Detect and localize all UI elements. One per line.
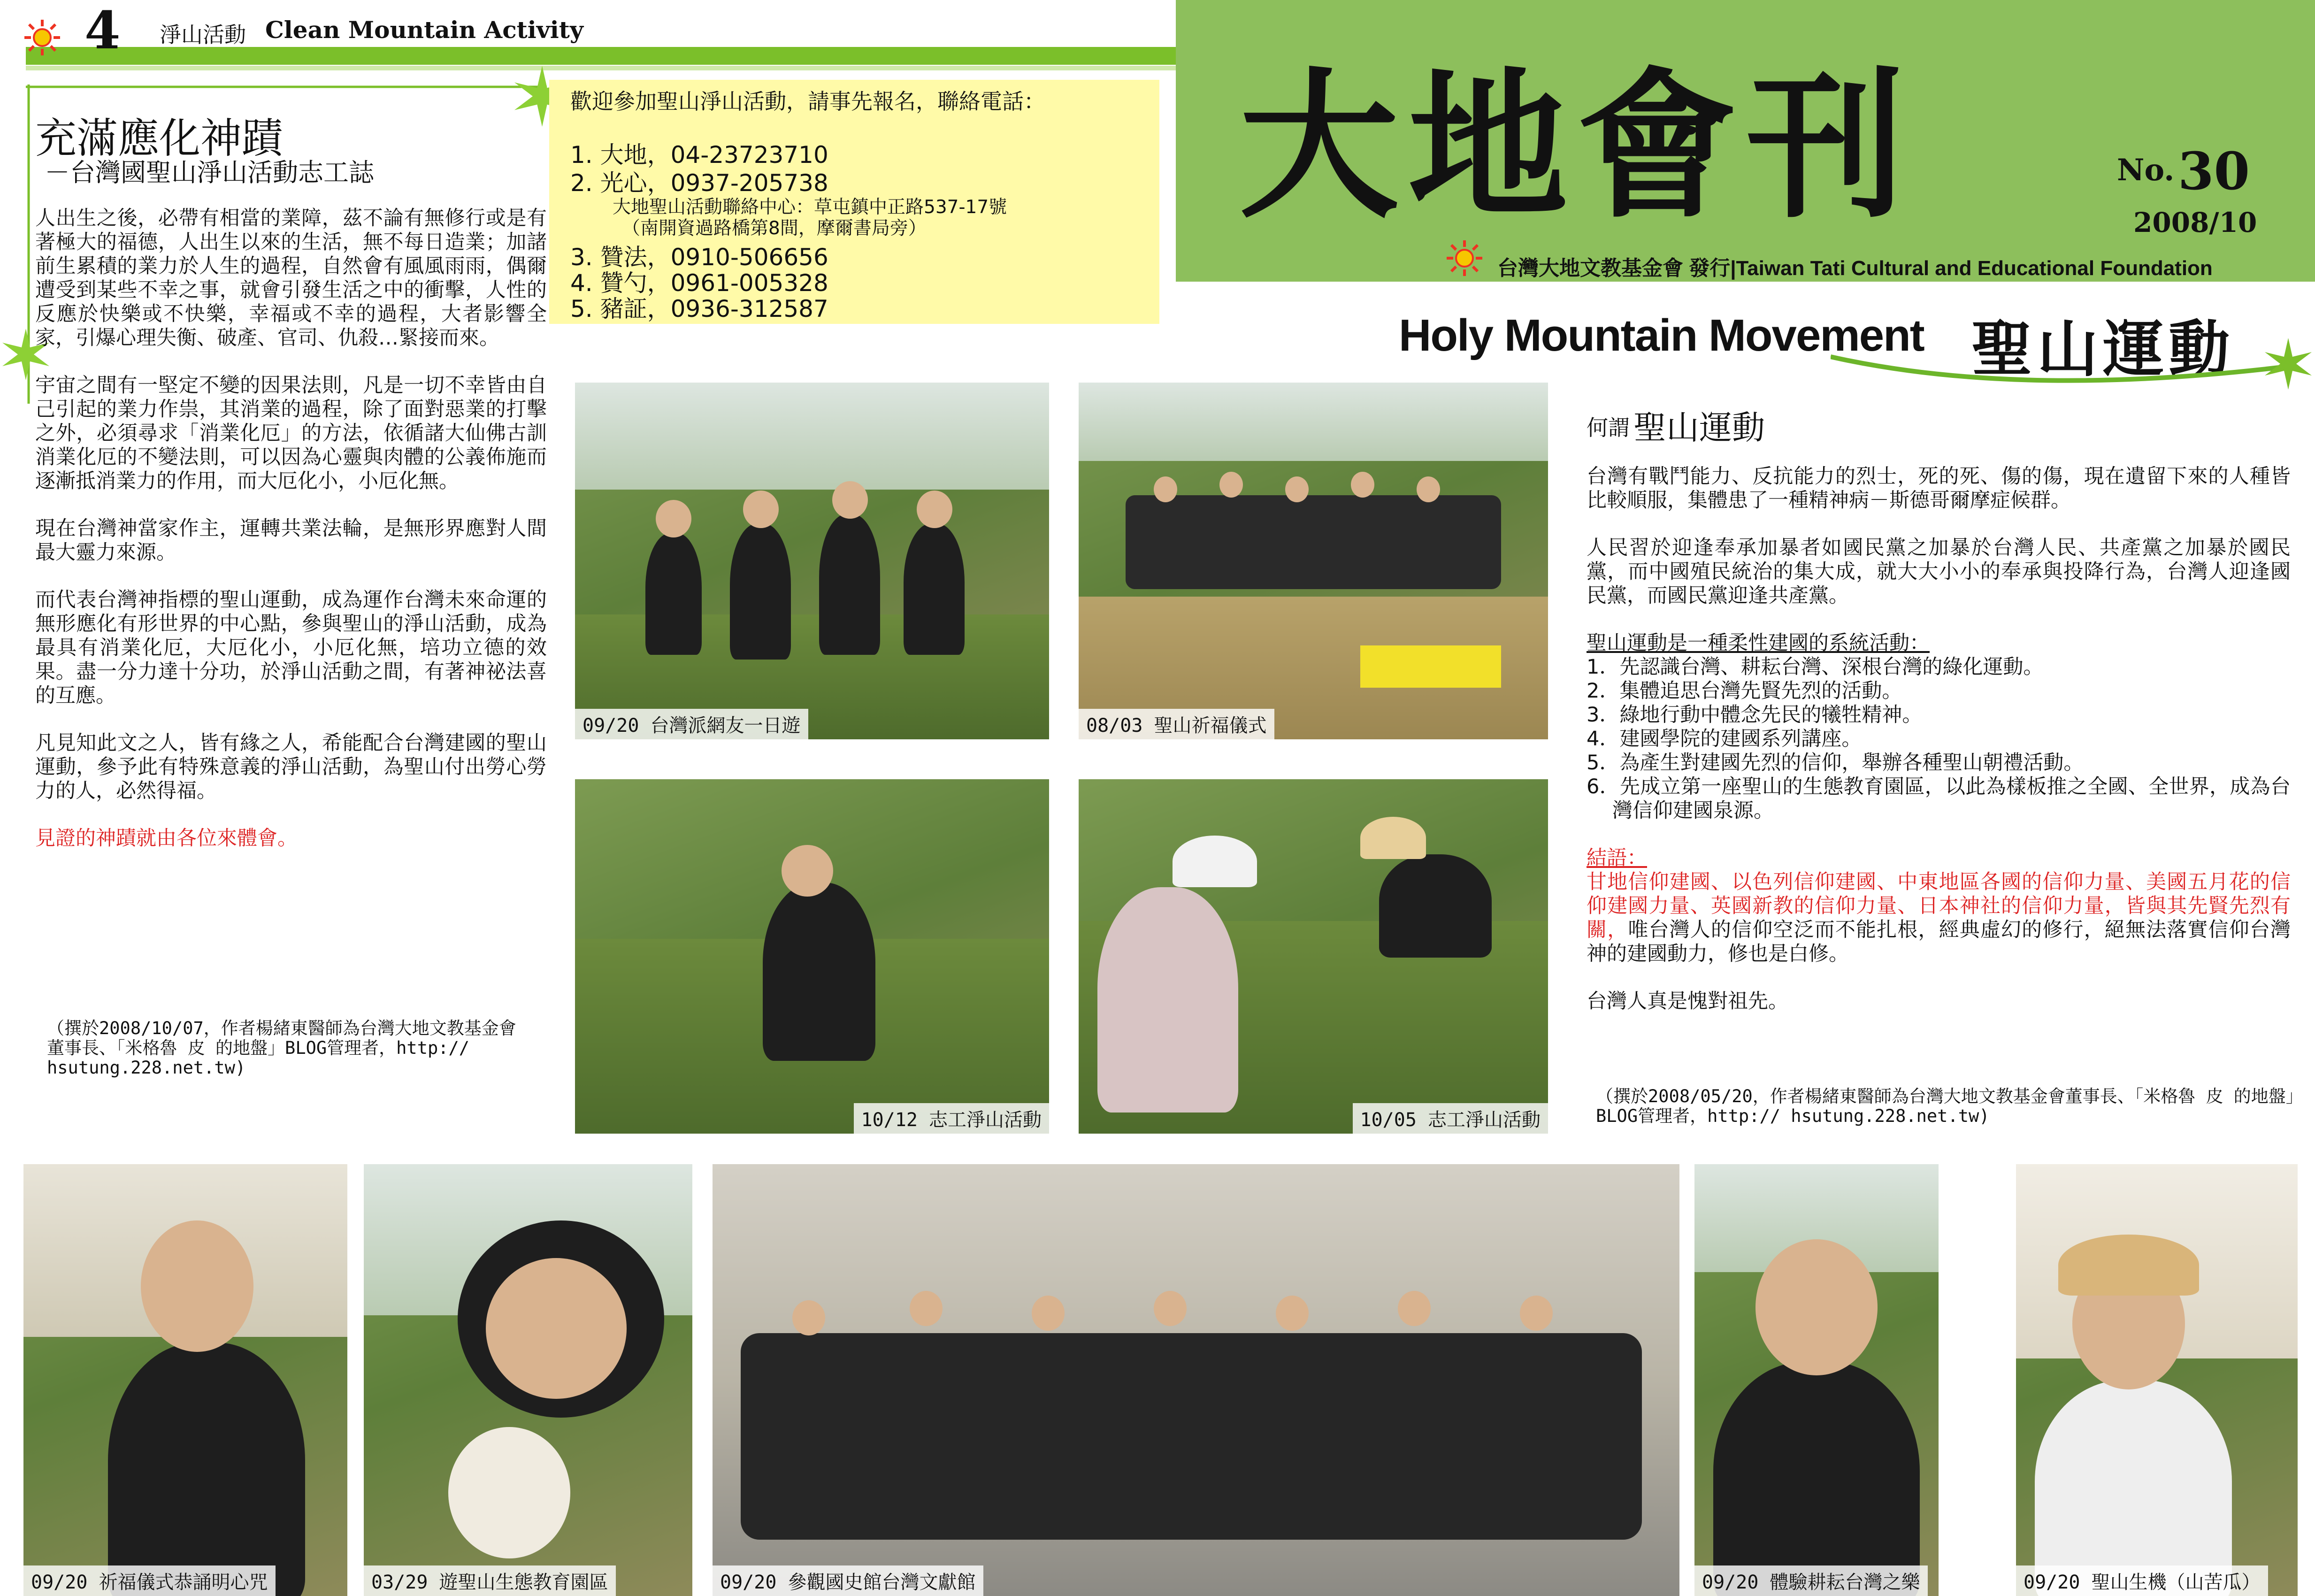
masthead-title: 大地會刊 bbox=[1239, 53, 1915, 240]
conclusion-heading: 結語： bbox=[1587, 846, 1647, 870]
article-frame-top bbox=[26, 82, 556, 101]
photo-caption: 09/20 體驗耕耘台灣之樂 bbox=[1694, 1565, 1928, 1596]
photo-blessing-ceremony bbox=[1079, 383, 1548, 739]
article-highlight: 見證的神蹟就由各位來體會。 bbox=[35, 827, 298, 850]
photo-volunteer-cleanup-1012 bbox=[575, 779, 1049, 1134]
photo-caption: 09/20 台灣派網友一日遊 bbox=[575, 709, 808, 739]
conclusion-black-text: 唯台灣人的信仰空泛而不能扎根，經典虛幻的修行，絕無法落實信仰台灣神的建國動力，修也是白修。 bbox=[1587, 918, 2291, 966]
article-paragraph: 而代表台灣神指標的聖山運動，成為運作台灣未來命運的無形應化有形世界的中心點，參與聖山的淨山活動，成為最具有消業化厄，大厄化小，小厄化無，培功立德的效果。盡一分力達十分功，於淨山活動之間，有著神祕法喜的互應。 bbox=[35, 588, 547, 707]
right-article-body bbox=[1587, 465, 2291, 1037]
list-item: 5．為產生對建國先烈的信仰，舉辦各種聖山朝禮活動。 bbox=[1587, 751, 2084, 775]
issue-number: 30 bbox=[2178, 141, 2250, 201]
photo-caption: 08/03 聖山祈福儀式 bbox=[1079, 709, 1274, 739]
page-number: 4 bbox=[84, 0, 121, 61]
section-title-zh: 淨山活動 bbox=[160, 22, 246, 47]
article-subtitle: －台灣國聖山淨山活動志工誌 bbox=[45, 158, 374, 187]
contact-heading: 歡迎參加聖山淨山活動，請事先報名，聯絡電話： bbox=[570, 89, 1045, 114]
photo-volunteer-cleanup-1005 bbox=[1079, 779, 1548, 1134]
starburst-icon bbox=[2262, 338, 2314, 390]
photo-caption: 10/05 志工淨山活動 bbox=[1353, 1103, 1548, 1134]
photo-caption: 09/20 祈福儀式恭誦明心咒 bbox=[23, 1565, 276, 1596]
right-article-list bbox=[1587, 655, 2291, 823]
issue-label: No. bbox=[2117, 153, 2175, 188]
contact-line: 3. 贊法，0910-506656 bbox=[570, 244, 828, 271]
list-item: 1．先認識台灣、耕耘台灣、深根台灣的綠化運動。 bbox=[1587, 655, 2044, 679]
photo-farming-experience bbox=[1694, 1164, 1939, 1596]
article-body bbox=[35, 207, 547, 874]
section-title-en: Clean Mountain Activity bbox=[265, 16, 583, 44]
closing-line: 台灣人真是愧對祖先。 bbox=[1587, 990, 1788, 1013]
article-title: 充滿應化神蹟 bbox=[35, 114, 284, 162]
article-author-note: （撰於2008/10/07，作者楊緒東醫師為台灣大地文教基金會董事長、「米格魯 皮 的地盤」BLOG管理者，http:// hsutung.228.net.tw) bbox=[47, 1018, 516, 1078]
header-bar bbox=[26, 47, 1176, 65]
list-item: 6．先成立第一座聖山的生態教育園區，以此為樣板推之全國、全世界，成為台灣信仰建國泉源。 bbox=[1587, 775, 2291, 822]
sun-icon bbox=[1446, 239, 1483, 277]
header-bar-line bbox=[26, 66, 1176, 70]
list-item: 3．綠地行動中體念先民的犧牲精神。 bbox=[1587, 703, 1923, 727]
list-item: 2．集體追思台灣先賢先烈的活動。 bbox=[1587, 679, 1902, 703]
article-paragraph: 人出生之後，必帶有相當的業障，茲不論有無修行或是有著極大的福德，人出生以來的生活，無不每日造業；加諸前生累積的業力於人生的過程，自然會有風風雨雨，偶爾遭受到某些不幸之事，就會引發生活之中的衝擊，人性的反應於快樂或不快樂，幸福或不幸的過程，大者影響全家，引爆心理失衡、破產、官司、仇殺…緊接而來。 bbox=[35, 207, 547, 350]
article-paragraph: 宇宙之間有一堅定不變的因果法則，凡是一切不幸皆由自己引起的業力作祟，其消業的過程，除了面對惡業的打擊之外，必須尋求「消業化厄」的方法，依循諸大仙佛古訓消業化厄的不變法則，可以因為心靈與肉體的公義佈施而逐漸抵消業力的作用，而大厄化小，小厄化無。 bbox=[35, 374, 547, 493]
photo-bitter-gourd bbox=[2016, 1164, 2298, 1596]
right-article-paragraph: 人民習於迎逢奉承加暴者如國民黨之加暴於台灣人民、共產黨之加暴於國民黨，而中國殖民統治的集大成，就大大小小的奉承與投降行為，台灣人迎逢國民黨，而國民黨迎逢共產黨。 bbox=[1587, 536, 2291, 607]
right-article-paragraph: 台灣有戰鬥能力、反抗能力的烈士，死的死、傷的傷，現在遺留下來的人種皆比較順服，集體患了一種精神病－斯德哥爾摩症候群。 bbox=[1587, 465, 2291, 512]
right-article-author-note: （撰於2008/05/20，作者楊緒東醫師為台灣大地文教基金會董事長、「米格魯 皮 的地盤」BLOG管理者，http:// hsutung.228.net.tw) bbox=[1596, 1086, 2295, 1126]
photo-chant-ceremony bbox=[23, 1164, 347, 1596]
right-article-title: 聖山運動 bbox=[1633, 408, 1765, 447]
publisher-line: 台灣大地文教基金會 發行|Taiwan Tati Cultural and Educational Foundation bbox=[1497, 257, 2213, 280]
photo-caption: 03/29 遊聖山生態教育園區 bbox=[364, 1565, 616, 1596]
photo-caption: 09/20 參觀國史館台灣文獻館 bbox=[713, 1565, 983, 1596]
list-item: 4．建國學院的建國系列講座。 bbox=[1587, 727, 1862, 751]
sun-icon bbox=[23, 19, 61, 56]
photo-eco-park-visit bbox=[364, 1164, 692, 1596]
contact-line: 2. 光心，0937-205738 bbox=[570, 169, 828, 197]
article-paragraph: 現在台灣神當家作主，運轉共業法輪，是無形界應對人間最大靈力來源。 bbox=[35, 517, 547, 564]
contact-center-address: 大地聖山活動聯絡中心：草屯鎮中正路537-17號 bbox=[613, 197, 1007, 218]
photo-netizen-day-trip bbox=[575, 383, 1049, 739]
right-article-title-prefix: 何謂 bbox=[1587, 415, 1630, 440]
article-paragraph: 凡見知此文之人，皆有緣之人，希能配合台灣建國的聖山運動，參予此有特殊意義的淨山活動，為聖山付出勞心勞力的人，必然得福。 bbox=[35, 731, 547, 803]
photo-historica-visit bbox=[713, 1164, 1679, 1596]
conclusion-red-text: 甘地信仰建國、以色列信仰建國、中東地區各國的信仰力量、美國五月花的信仰建國力量、英國新教的信仰力量、日本神社的信仰力量，皆與其先賢先烈有關， bbox=[1587, 870, 2291, 942]
issue-date: 2008/10 bbox=[2133, 207, 2257, 238]
photo-caption: 10/12 志工淨山活動 bbox=[854, 1103, 1050, 1134]
contact-line: 1. 大地，04-23723710 bbox=[570, 141, 828, 169]
banner-swoosh bbox=[1831, 347, 2300, 404]
right-article-list-heading: 聖山運動是一種柔性建國的系統活動： bbox=[1587, 631, 1930, 655]
banner-chinese: 聖山運動 bbox=[1971, 313, 2235, 385]
banner-english: Holy Mountain Movement bbox=[1399, 310, 1924, 361]
photo-caption: 09/20 聖山生機（山苦瓜） bbox=[2016, 1565, 2268, 1596]
contact-line: 5. 豬証，0936-312587 bbox=[570, 295, 828, 322]
contact-line: 4. 贊勺，0961-005328 bbox=[570, 269, 828, 297]
conclusion-paragraph bbox=[1587, 870, 2291, 966]
contact-center-landmark: （南開資過路橋第8間，摩爾書局旁） bbox=[622, 218, 927, 239]
